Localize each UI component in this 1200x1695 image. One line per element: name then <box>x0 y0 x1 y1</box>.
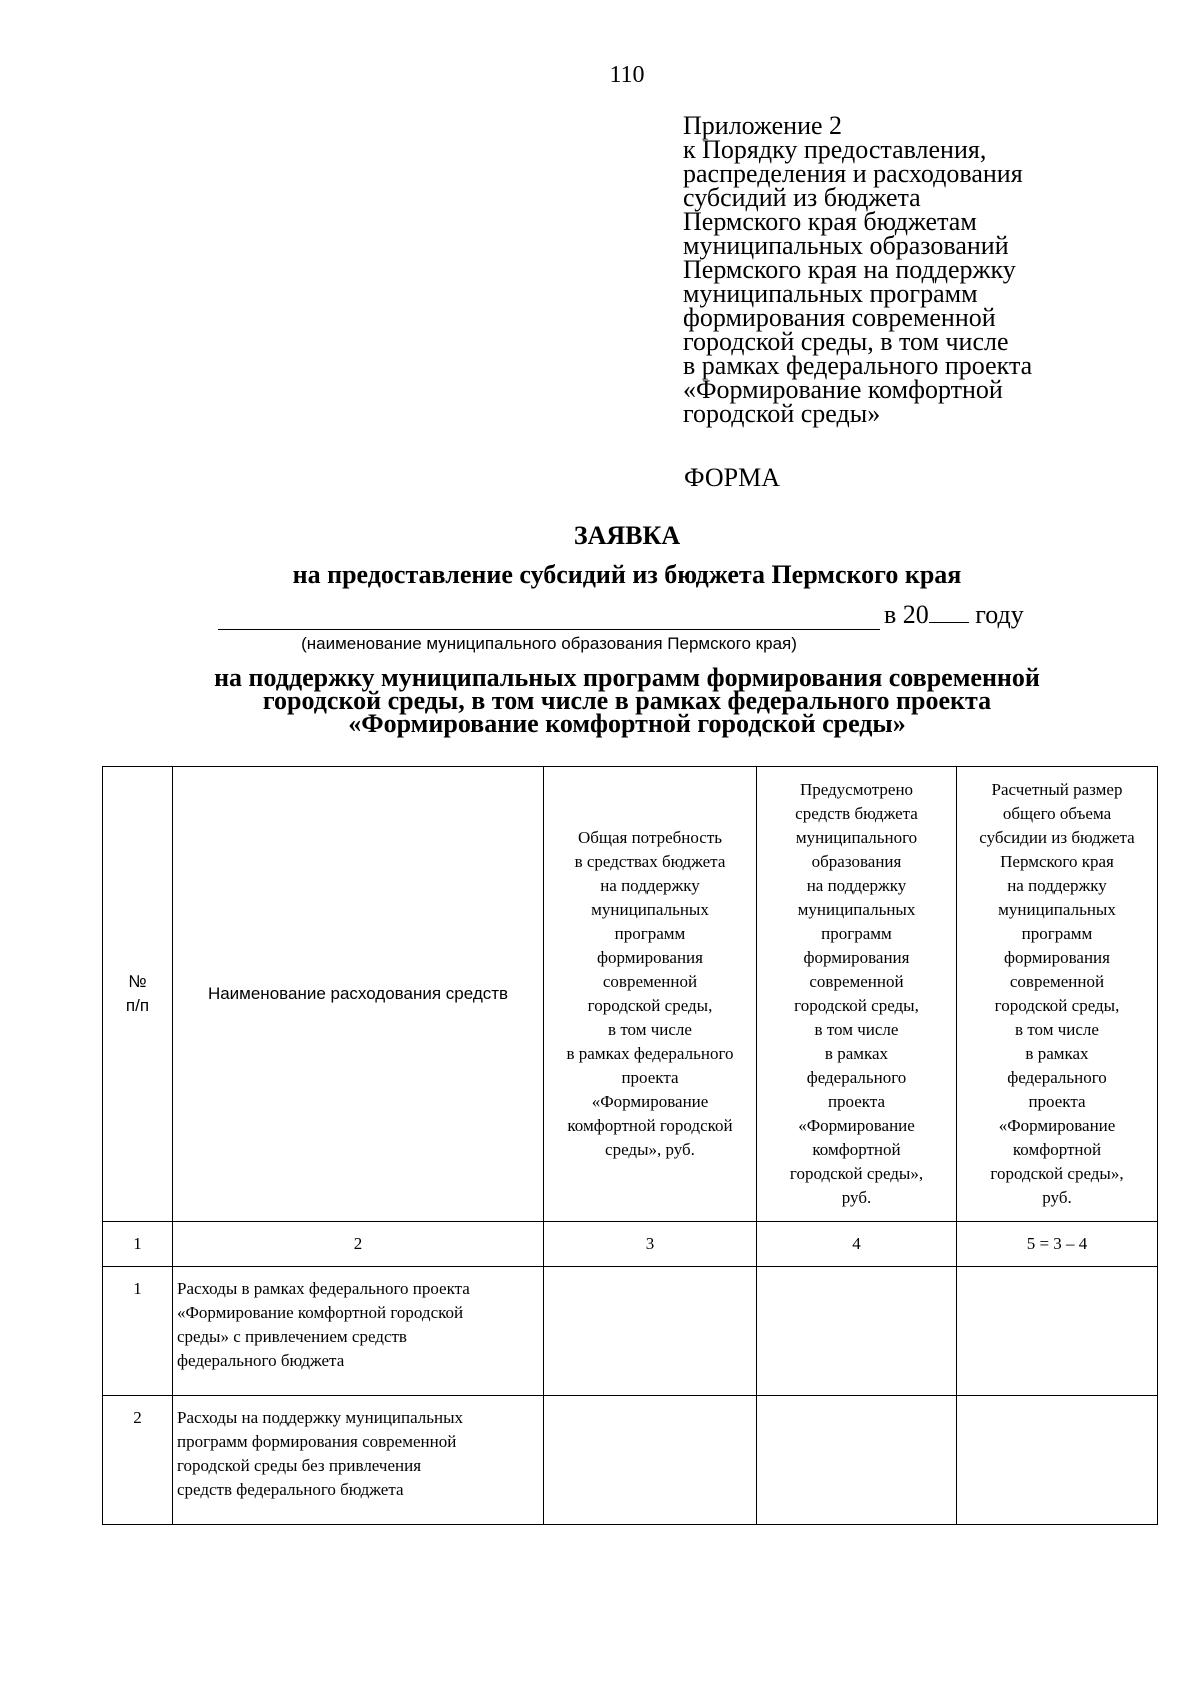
header-text-line: проекта <box>1028 1092 1086 1111</box>
appendix-line: муниципальных образований <box>683 231 1009 260</box>
header-text-line: федерального <box>806 1068 907 1087</box>
municipal-funds-value-cell[interactable] <box>757 1267 957 1396</box>
row-number-cell: 2 <box>103 1396 173 1525</box>
header-text-line: городской среды, <box>794 996 919 1015</box>
municipality-name-field[interactable] <box>218 601 880 630</box>
row-name-line: «Формирование комфортной городской <box>177 1303 464 1322</box>
header-text-line: субсидии из бюджета <box>979 828 1135 847</box>
header-text-line: «Формирование <box>798 1116 915 1135</box>
appendix-reference <box>683 111 1183 428</box>
header-text-line: комфортной <box>1012 1140 1102 1159</box>
application-heading <box>0 663 1200 738</box>
header-text-line: современной <box>1009 972 1105 991</box>
header-text-line: «Формирование <box>998 1116 1116 1135</box>
header-text-line: современной <box>602 972 698 991</box>
header-text-line: программ <box>821 924 892 943</box>
header-text-line: городской среды, <box>587 996 713 1015</box>
appendix-line: распределения и расходования <box>683 159 1023 188</box>
row-name-line: федерального бюджета <box>177 1351 345 1370</box>
appendix-line: городской среды, в том числе <box>683 327 1009 356</box>
row-name-line: среды» с привлечением средств <box>177 1327 407 1346</box>
total-need-value-cell[interactable] <box>544 1267 757 1396</box>
header-text-line: программ <box>1021 924 1093 943</box>
document-subtitle: на предоставление субсидий из бюджета Пермского края <box>292 560 962 589</box>
header-text-line: муниципальных <box>591 900 709 919</box>
header-text-line: городской среды», <box>789 1164 924 1183</box>
row-name-line: программ формирования современной <box>177 1432 457 1451</box>
header-cell-expense-name <box>173 767 544 1222</box>
table-row <box>103 1267 1158 1396</box>
header-text-line: в рамках <box>1025 1044 1089 1063</box>
header-text-line: общего объема <box>1002 804 1112 823</box>
header-text-line: в рамках федерального <box>566 1044 734 1063</box>
header-text-line: городской среды, <box>994 996 1120 1015</box>
header-text-line: п/п <box>125 996 150 1015</box>
header-cell-municipal-funds <box>757 767 957 1222</box>
header-text-line: № <box>128 972 147 991</box>
table-row <box>103 1396 1158 1525</box>
column-number-cell: 3 <box>544 1222 757 1267</box>
header-text-line: формирования <box>1004 948 1110 967</box>
subsidy-size-value-cell[interactable] <box>957 1396 1158 1525</box>
header-text-line: проекта <box>827 1092 886 1111</box>
heading-line: «Формирование комфортной городской среды» <box>348 709 906 738</box>
subsidy-table <box>102 766 1158 1525</box>
header-cell-subsidy-size <box>957 767 1158 1222</box>
header-text-line: программ <box>614 924 686 943</box>
header-text-line: в рамках <box>824 1044 889 1063</box>
header-text-line: в средствах бюджета <box>574 852 726 871</box>
municipality-name-caption: (наименование муниципального образования Пермского края) <box>301 634 797 653</box>
column-number-row <box>103 1222 1158 1267</box>
year-suffix: году <box>975 600 1024 629</box>
header-text-line: в том числе <box>814 1020 899 1039</box>
header-text-line: Расчетный размер <box>991 780 1123 799</box>
header-text-line: комфортной <box>812 1140 901 1159</box>
header-text-line: Предусмотрено <box>799 780 914 799</box>
header-text-line: средств бюджета <box>795 804 918 823</box>
row-name-cell <box>173 1267 544 1396</box>
header-text-line: на поддержку <box>1007 876 1107 895</box>
header-text-line: руб. <box>1042 1188 1072 1207</box>
appendix-line: Приложение 2 <box>683 111 843 140</box>
header-text-line: в том числе <box>608 1020 692 1039</box>
form-label: ФОРМА <box>684 463 780 492</box>
row-name-cell <box>173 1396 544 1525</box>
appendix-line: Пермского края бюджетам <box>683 207 977 236</box>
header-text-line: Наименование расходования средств <box>207 984 509 1003</box>
year-line <box>884 600 1024 630</box>
header-text-line: Пермского края <box>1000 852 1114 871</box>
column-number-cell: 4 <box>757 1222 957 1267</box>
header-text-line: проекта <box>621 1068 679 1087</box>
row-name-line: городской среды без привлечения <box>177 1456 422 1475</box>
row-name-line: Расходы в рамках федерального проекта <box>177 1279 470 1298</box>
header-cell-total-need <box>544 767 757 1222</box>
appendix-line: формирования современной <box>683 303 996 332</box>
header-text-line: образования <box>811 852 902 871</box>
appendix-line: субсидий из бюджета <box>683 183 921 212</box>
table-header-row <box>103 767 1158 1222</box>
header-text-line: комфортной городской <box>567 1116 733 1135</box>
total-need-value-cell[interactable] <box>544 1396 757 1525</box>
header-text-line: среды», руб. <box>605 1140 695 1159</box>
header-text-line: муниципальных <box>797 900 916 919</box>
document-title: ЗАЯВКА <box>573 521 681 550</box>
header-text-line: муниципальных <box>998 900 1116 919</box>
header-text-line: Общая потребность <box>577 828 723 847</box>
header-text-line: «Формирование <box>591 1092 709 1111</box>
column-number-cell: 5 = 3 – 4 <box>957 1222 1158 1267</box>
header-text-line: в том числе <box>1015 1020 1099 1039</box>
header-cell-number <box>103 767 173 1222</box>
header-text-line: на поддержку <box>806 876 907 895</box>
heading-line: на поддержку муниципальных программ формирования современной <box>214 663 1040 692</box>
header-text-line: на поддержку <box>600 876 700 895</box>
header-text-line: муниципального <box>795 828 918 847</box>
header-text-line: формирования <box>803 948 910 967</box>
subsidy-size-value-cell[interactable] <box>957 1267 1158 1396</box>
column-number-cell: 1 <box>103 1222 173 1267</box>
header-text-line: руб. <box>841 1188 872 1207</box>
column-number-cell: 2 <box>173 1222 544 1267</box>
year-field[interactable] <box>929 600 969 623</box>
header-text-line: современной <box>809 972 904 991</box>
row-number-cell: 1 <box>103 1267 173 1396</box>
heading-line: городской среды, в том числе в рамках федерального проекта <box>262 686 992 715</box>
page-number: 110 <box>609 62 645 88</box>
header-text-line: городской среды», <box>990 1164 1124 1183</box>
year-prefix: в 20 <box>884 600 929 629</box>
appendix-line: «Формирование комфортной <box>683 375 1003 404</box>
row-name-line: Расходы на поддержку муниципальных <box>177 1408 464 1427</box>
header-text-line: федерального <box>1007 1068 1107 1087</box>
appendix-line: городской среды» <box>683 399 881 428</box>
row-name-line: средств федерального бюджета <box>177 1480 404 1499</box>
appendix-line: Пермского края на поддержку <box>683 255 1016 284</box>
appendix-line: в рамках федерального проекта <box>683 351 1033 380</box>
appendix-line: к Порядку предоставления, <box>683 135 987 164</box>
header-text-line: формирования <box>597 948 703 967</box>
municipal-funds-value-cell[interactable] <box>757 1396 957 1525</box>
appendix-line: муниципальных программ <box>683 279 978 308</box>
